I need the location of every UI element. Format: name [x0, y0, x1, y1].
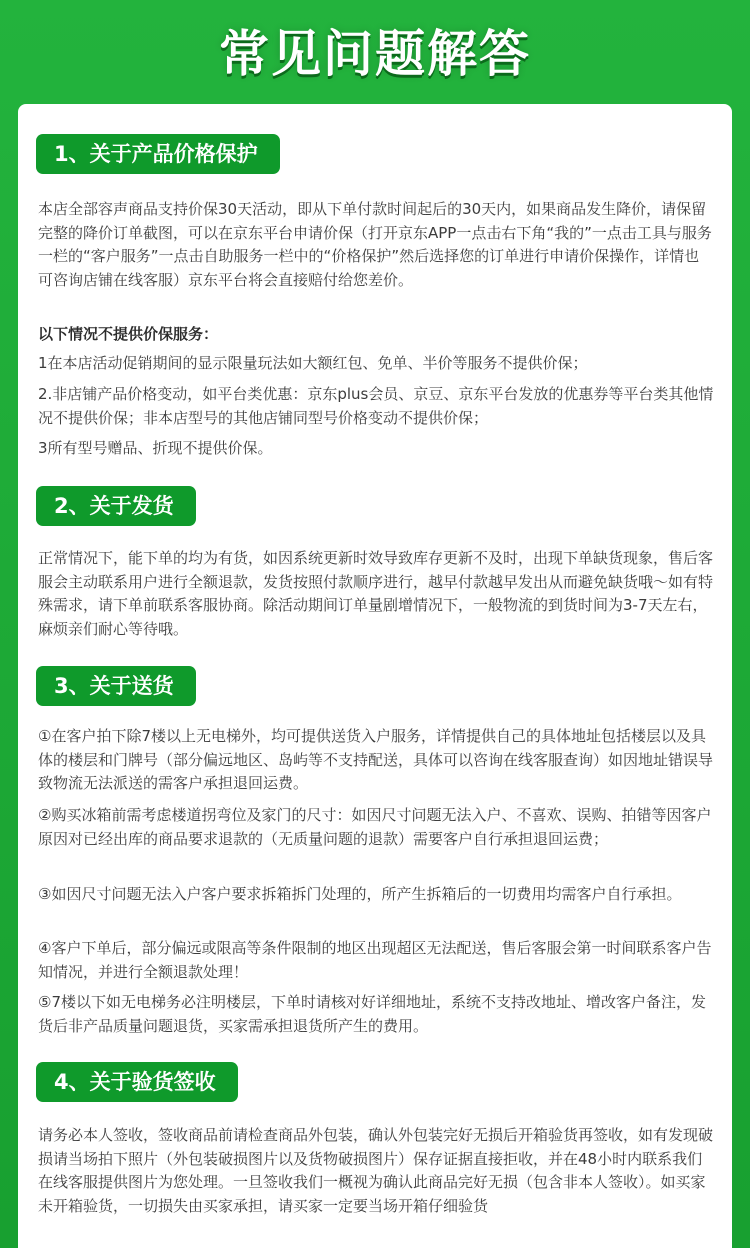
- paragraph: ④客户下单后，部分偏远或限高等条件限制的地区出现超区无法配送，售后客服会第一时间联系客户告知情况，并进行全额退款处理！: [38, 939, 712, 981]
- paragraph: 请务必本人签收，签收商品前请检查商品外包装，确认外包装完好无损后开箱验货再签收，如有发现破损请当场拍下照片（外包装破损图片以及货物破损图片）保存证据直接拒收，并在48小时内联系我们在线客服提供图片为您处理。一旦签收我们一概视为确认此商品完好无损（包含非本人签收）。如买家未开箱验货，一切损失由买家承担，请买家一定要当场开箱仔细验货: [38, 1126, 714, 1215]
- paragraph: 正常情况下，能下单的均为有货，如因系统更新时效导致库存更新不及时，出现下单缺货现象，售后客服会主动联系用户进行全额退款，发货按照付款顺序进行，越早付款越早发出从而避免缺货哦～如有特殊需求，请下单前联系客服协商。除活动期间订单量剧增情况下，一般物流的到货时间为3-7天左右，麻烦亲们耐心等待哦。: [38, 549, 714, 638]
- paragraph: ②购买冰箱前需考虑楼道拐弯位及家门的尺寸：如因尺寸问题无法入户、不喜欢、误购、拍错等因客户原因对已经出库的商品要求退款的（无质量问题的退款）需要客户自行承担退回运费；: [38, 806, 712, 848]
- faq-panel: [18, 104, 732, 1248]
- paragraph: 3所有型号赠品、折现不提供价保。: [38, 439, 273, 457]
- section-header: 3、关于送货: [36, 666, 196, 706]
- paragraph: 2.非店铺产品价格变动，如平台类优惠：京东plus会员、京豆、京东平台发放的优惠券等平台类其他情况不提供价保；非本店型号的其他店铺同型号价格变动不提供价保；: [38, 385, 714, 427]
- paragraph: ⑤7楼以下如无电梯务必注明楼层，下单时请核对好详细地址，系统不支持改地址、增改客户备注，发货后非产品质量问题退货，买家需承担退货所产生的费用。: [38, 993, 706, 1035]
- paragraph-subheading: 以下情况不提供价保服务：: [38, 325, 219, 343]
- paragraph: ①在客户拍下除7楼以上无电梯外，均可提供送货入户服务，详情提供自己的具体地址包括楼层以及具体的楼层和门牌号（部分偏远地区、岛屿等不支持配送，具体可以咨询在线客服查询）如因地址错误导致物流无法派送的需客户承担退回运费。: [38, 727, 714, 792]
- paragraph: 1在本店活动促销期间的显示限量玩法如大额红包、免单、半价等服务不提供价保；: [38, 354, 588, 372]
- page-title: 常见问题解答: [219, 25, 531, 83]
- section-header: 4、关于验货签收: [36, 1062, 238, 1102]
- section-header: 2、关于发货: [36, 486, 196, 526]
- section-header: 1、关于产品价格保护: [36, 134, 280, 174]
- paragraph: 本店全部容声商品支持价保30天活动，即从下单付款时间起后的30天内，如果商品发生降价，请保留完整的降价订单截图，可以在京东平台申请价保（打开京东APP一点击右下角“我的”一点击工具与服务一栏的“客户服务”一点击自助服务一栏中的“价格保护”然后选择您的订单进行申请价保操作，详情也可咨询店铺在线客服）京东平台将会直接赔付给您差价。: [38, 200, 712, 289]
- paragraph: ③如因尺寸问题无法入户客户要求拆箱拆门处理的，所产生拆箱后的一切费用均需客户自行承担。: [38, 885, 682, 903]
